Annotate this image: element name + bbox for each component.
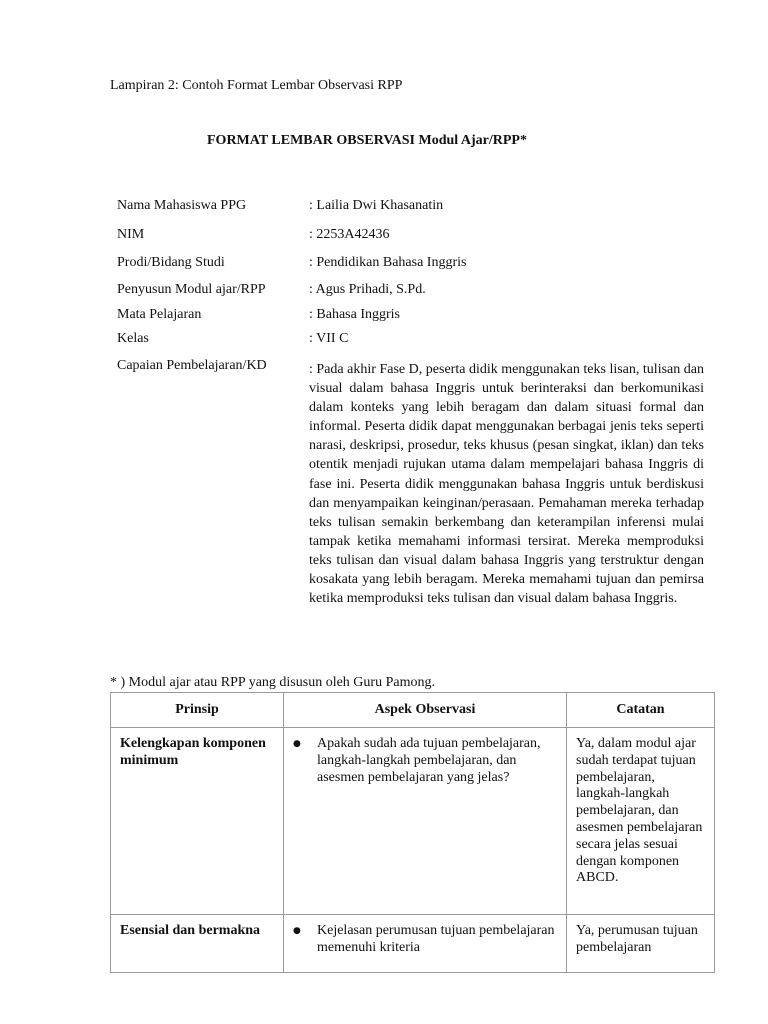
table-header-row	[111, 693, 715, 728]
info-value-nim: : 2253A42436	[309, 227, 390, 242]
info-label-kelas: Kelas	[117, 331, 149, 346]
cell-aspek	[284, 915, 567, 973]
observation-table	[110, 692, 715, 973]
lampiran-caption: Lampiran 2: Contoh Format Lembar Observasi RPP	[110, 78, 403, 93]
cell-catatan	[567, 915, 715, 973]
info-label-capaian: Capaian Pembelajaran/KD	[117, 358, 267, 373]
prinsip-text: Esensial dan bermakna	[120, 923, 261, 938]
bullet-item	[293, 923, 558, 957]
info-value-prodi: : Pendidikan Bahasa Inggris	[309, 255, 467, 270]
cell-catatan	[567, 728, 715, 915]
aspek-text: Apakah sudah ada tujuan pembelajaran, langkah-langkah pembelajaran, dan asesmen pembelajaran yang jelas?	[317, 736, 541, 785]
header-catatan: Catatan	[567, 693, 715, 728]
table-row	[111, 915, 715, 973]
bullet-item	[293, 736, 558, 786]
info-label-penyusun: Penyusun Modul ajar/RPP	[117, 282, 266, 297]
info-label-prodi: Prodi/Bidang Studi	[117, 255, 225, 270]
info-value-nama: : Lailia Dwi Khasanatin	[309, 198, 444, 213]
header-aspek-observasi: Aspek Observasi	[284, 693, 567, 728]
info-value-penyusun: : Agus Prihadi, S.Pd.	[309, 282, 426, 297]
info-label-nama: Nama Mahasiswa PPG	[117, 198, 247, 213]
catatan-text: Ya, dalam modul ajar sudah terdapat tujuan pembelajaran, langkah-langkah pembelajaran, dan asesmen pembelajaran secara jelas sesuai dengan komponen ABCD.	[576, 736, 703, 886]
header-prinsip: Prinsip	[111, 693, 284, 728]
footnote: * ) Modul ajar atau RPP yang disusun oleh Guru Pamong.	[110, 675, 435, 690]
info-value-mapel: : Bahasa Inggris	[309, 307, 400, 322]
bullet-icon: ●	[293, 926, 301, 936]
aspek-text: Kejelasan perumusan tujuan pembelajaran memenuhi kriteria	[317, 923, 555, 955]
cell-prinsip	[111, 915, 284, 973]
cell-prinsip	[111, 728, 284, 915]
document-title: FORMAT LEMBAR OBSERVASI Modul Ajar/RPP*	[207, 133, 527, 148]
info-value-kelas: : VII C	[309, 331, 349, 346]
info-label-nim: NIM	[117, 227, 145, 242]
prinsip-text: Kelengkapan komponen minimum	[120, 736, 266, 768]
info-label-mapel: Mata Pelajaran	[117, 307, 202, 322]
bullet-icon: ●	[293, 739, 301, 749]
catatan-text: Ya, perumusan tujuan pembelajaran	[576, 923, 698, 955]
info-value-capaian: : Pada akhir Fase D, peserta didik menggunakan teks lisan, tulisan dan visual dalam bahasa Inggris untuk berinteraksi dan berkomunikasi dalam konteks yang lebih beragam dan dalam situasi formal dan informal. Peserta didik dapat menggunakan berbagai jenis teks seperti narasi, deskripsi, prosedur, teks khusus (pesan singkat, iklan) dan teks otentik menjadi rujukan utama dalam mempelajari bahasa Inggris di fase ini. Peserta didik menggunakan bahasa Inggris untuk berdiskusi dan menyampaikan keinginan/perasaan. Pemahaman mereka terhadap teks tulisan semakin berkembang dan keterampilan inferensi mulai tampak ketika memahami informasi tersirat. Mereka memproduksi teks tulisan dan visual dalam bahasa Inggris yang terstruktur dengan kosakata yang lebih beragam. Mereka memahami tujuan dan pemirsa ketika memproduksi teks tulisan dan visual dalam bahasa Inggris.	[309, 362, 704, 607]
cell-aspek	[284, 728, 567, 915]
table-row	[111, 728, 715, 915]
